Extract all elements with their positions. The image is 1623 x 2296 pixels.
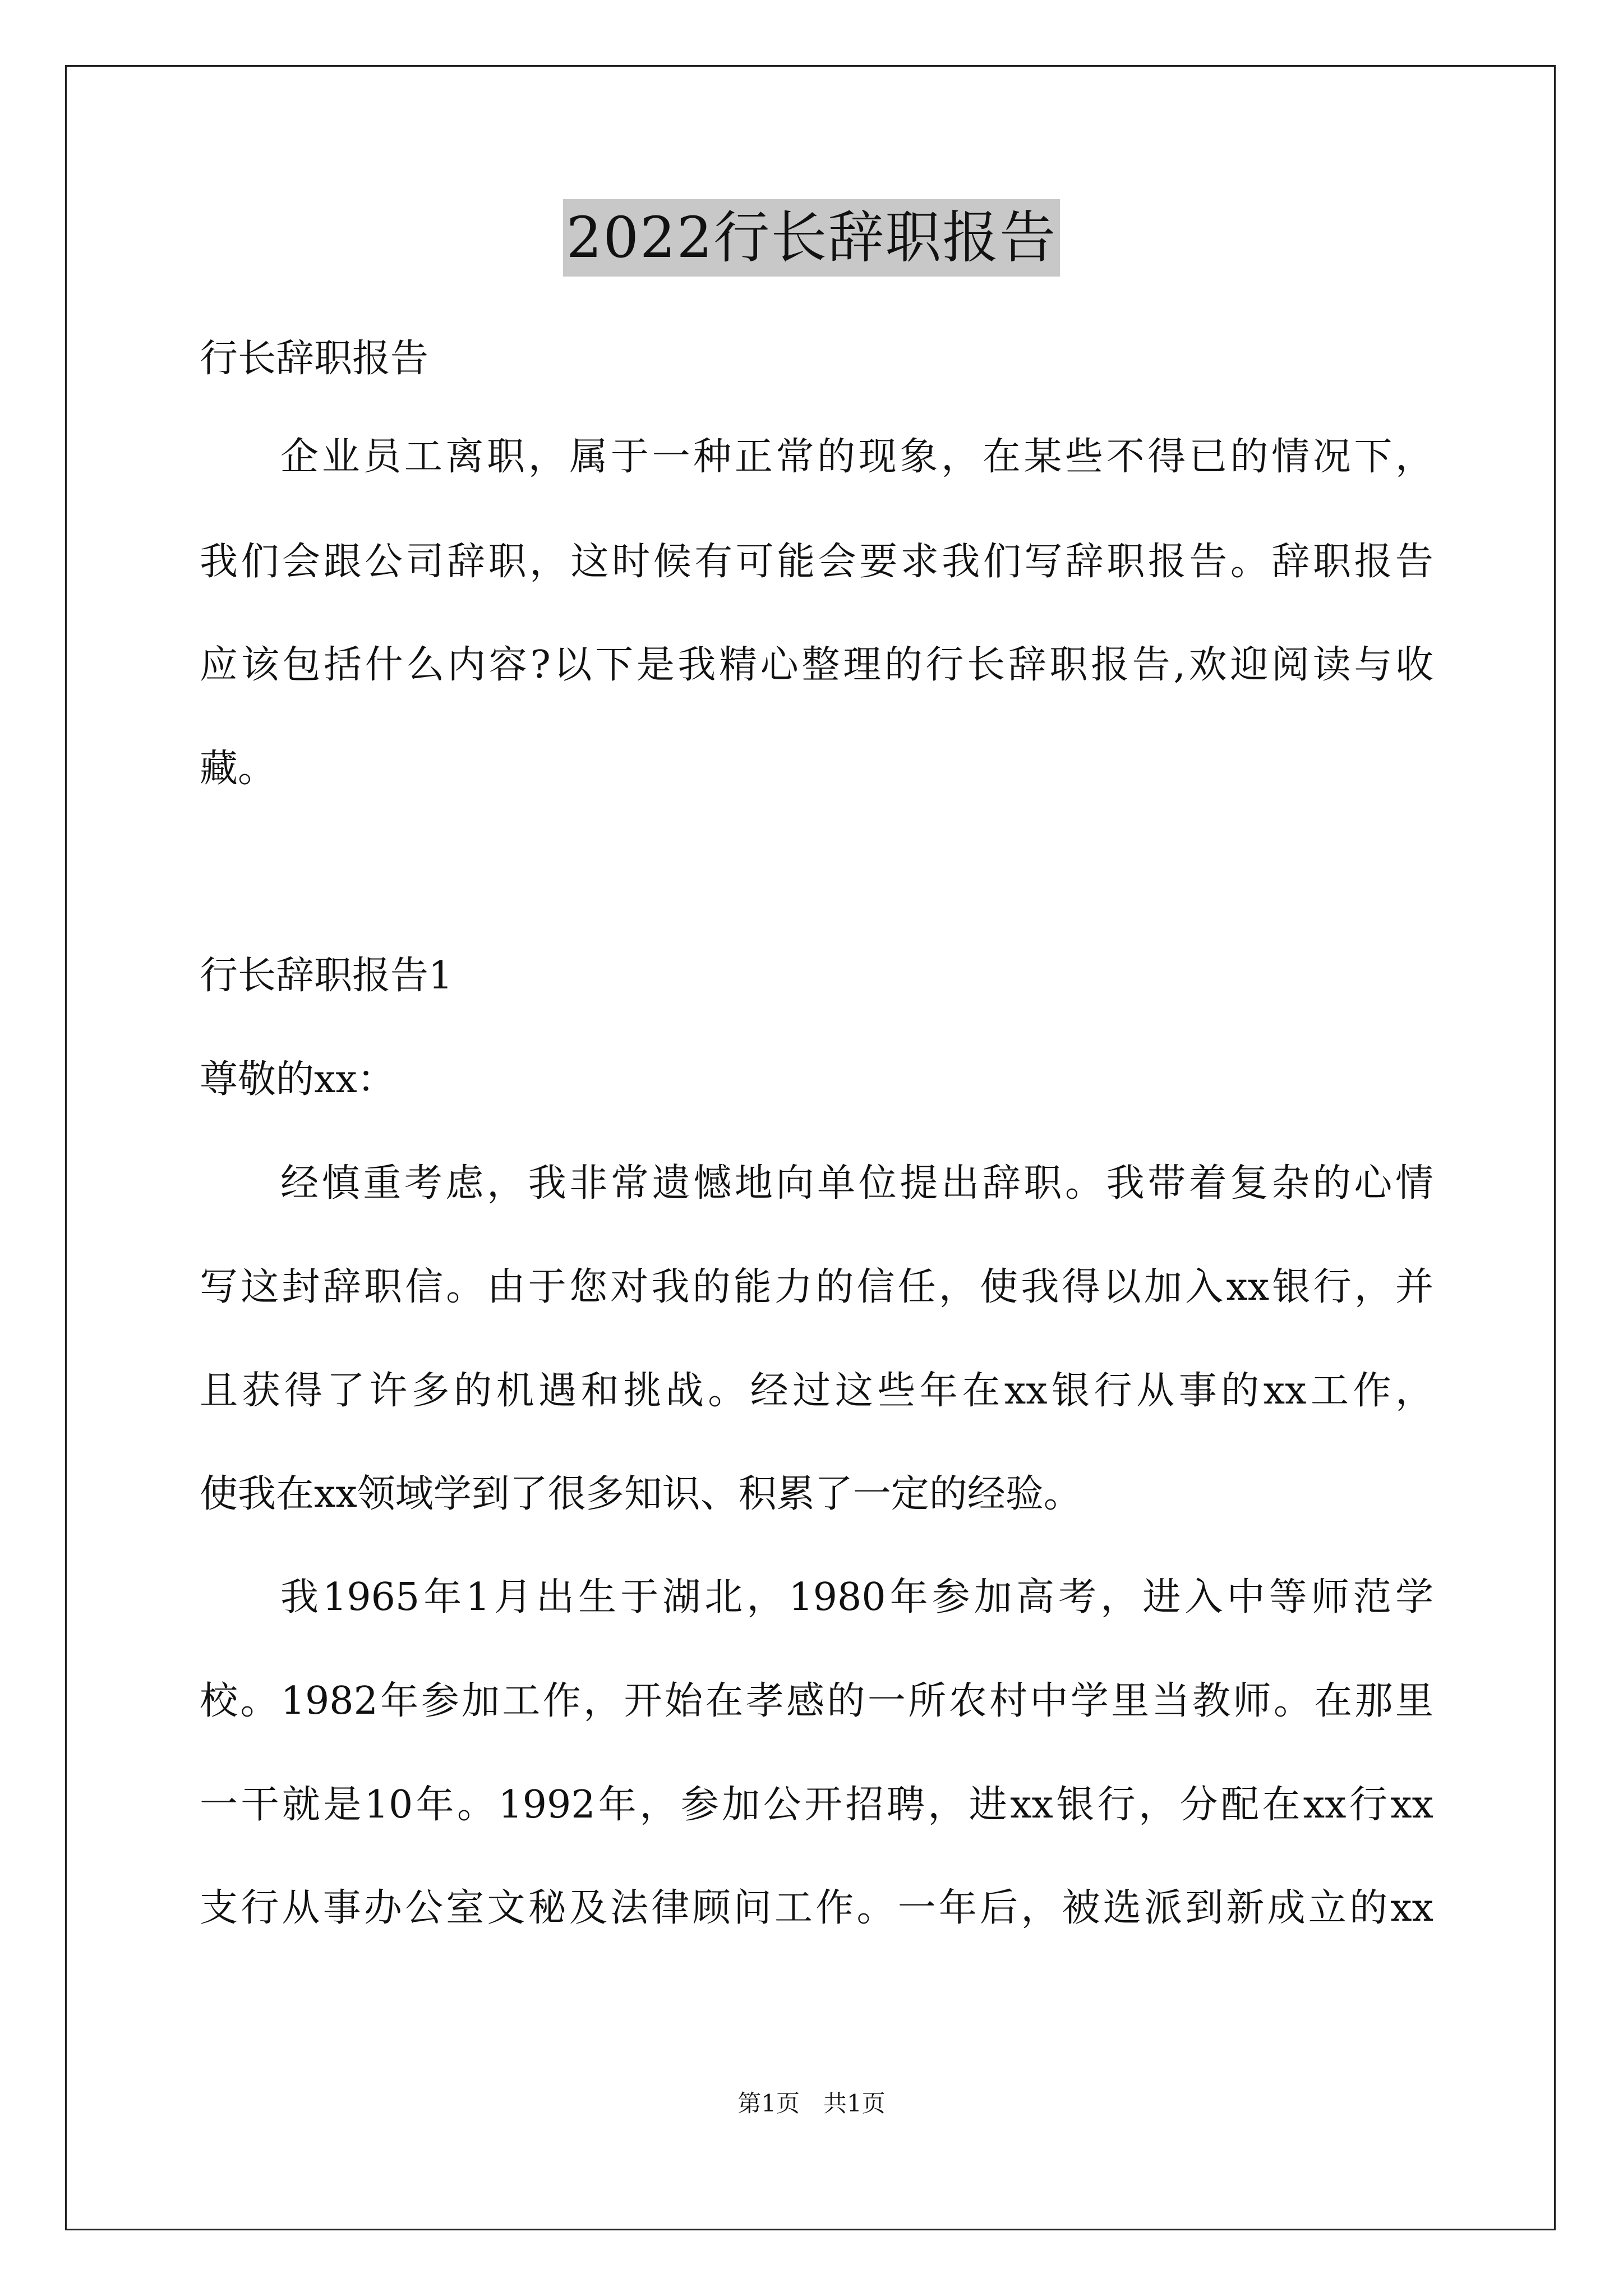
page-footer: 第1页 共1页 (737, 2090, 886, 2117)
intro-line: 我们会跟公司辞职，这时候有可能会要求我们写辞职报告。辞职报告 (200, 540, 1433, 584)
paragraph-line: 支行从事办公室文秘及法律顾问工作。一年后，被选派到新成立的xx (200, 1886, 1433, 1930)
intro-line: 藏。 (200, 747, 276, 791)
report-heading: 行长辞职报告1 (200, 954, 453, 998)
salutation: 尊敬的xx： (200, 1057, 395, 1102)
paragraph-line: 我1965年1月出生于湖北，1980年参加高考，进入中等师范学 (280, 1575, 1433, 1619)
section-heading: 行长辞职报告 (200, 337, 429, 381)
paragraph-line: 校。1982年参加工作，开始在孝感的一所农村中学里当教师。在那里 (200, 1679, 1433, 1723)
paragraph-line: 且获得了许多的机遇和挑战。经过这些年在xx银行从事的xx工作， (200, 1369, 1433, 1413)
paragraph-line: 一干就是10年。1992年，参加公开招聘，进xx银行，分配在xx行xx (200, 1783, 1433, 1827)
paragraph-line: 写这封辞职信。由于您对我的能力的信任，使我得以加入xx银行，并 (200, 1265, 1433, 1309)
intro-line: 企业员工离职，属于一种正常的现象，在某些不得已的情况下， (280, 435, 1433, 479)
paragraph-line: 使我在xx领域学到了很多知识、积累了一定的经验。 (200, 1472, 1082, 1516)
paragraph-line: 经慎重考虑，我非常遗憾地向单位提出辞职。我带着复杂的心情 (280, 1161, 1433, 1205)
title-wrap (0, 199, 1623, 277)
intro-line: 应该包括什么内容?以下是我精心整理的行长辞职报告,欢迎阅读与收 (200, 643, 1433, 687)
document-title: 2022行长辞职报告 (563, 199, 1061, 277)
